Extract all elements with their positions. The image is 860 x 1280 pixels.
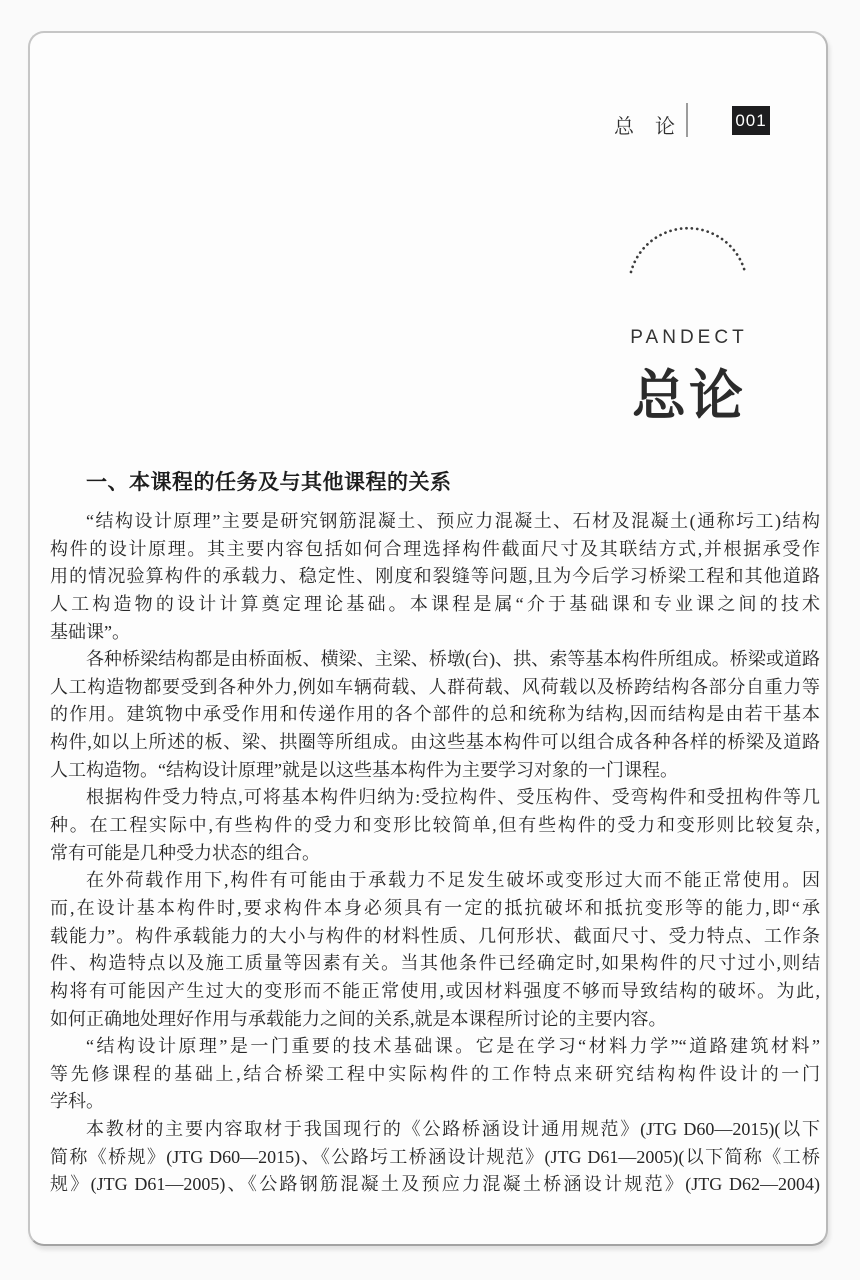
chapter-title: 总论 <box>632 366 746 426</box>
body-line: 用的情况验算构件的承载力、稳定性、刚度和裂缝等问题,且为今后学习桥梁工程和其他道路 <box>50 566 820 587</box>
body-line: 各种桥梁结构都是由桥面板、横梁、主梁、桥墩(台)、拱、索等基本构件所组成。桥梁或道路 <box>86 649 820 670</box>
body-line: 基础课”。 <box>50 621 130 642</box>
body-line: 构件的设计原理。其主要内容包括如何合理选择构件截面尺寸及其联结方式,并根据承受作 <box>50 538 820 559</box>
body-line: 构将有可能因产生过大的变形而不能正常使用,或因材料强度不够而导致结构的破坏。为此, <box>50 980 820 1001</box>
body-line: 本教材的主要内容取材于我国现行的《公路桥涵设计通用规范》(JTG D60—2015)(以下 <box>86 1119 820 1140</box>
body-line: “结构设计原理”是一门重要的技术基础课。它是在学习“材料力学”“道路建筑材料” <box>86 1036 820 1057</box>
body-line: 如何正确地处理好作用与承载能力之间的关系,就是本课程所讨论的主要内容。 <box>50 1008 667 1029</box>
dotted-arc-icon <box>626 224 750 276</box>
body-line: 人工构造物。“结构设计原理”就是以这些基本构件为主要学习对象的一门课程。 <box>50 759 678 780</box>
body-line: 常有可能是几种受力状态的组合。 <box>50 842 320 863</box>
body-line: 人工构造物都要受到各种外力,例如车辆荷载、人群荷载、风荷载以及桥跨结构各部分自重力等 <box>50 676 820 697</box>
page-number-badge: 001 <box>732 106 770 135</box>
body-line: 构件,如以上所述的板、梁、拱圈等所组成。由这些基本构件可以组合成各种各样的桥梁及道路 <box>50 732 820 753</box>
body-line: 种。在工程实际中,有些构件的受力和变形比较简单,但有些构件的受力和变形则比较复杂, <box>50 815 820 836</box>
body-line: 学科。 <box>50 1091 104 1112</box>
header-divider <box>686 103 688 137</box>
body-line: 规》(JTG D61—2005)、《公路钢筋混凝土及预应力混凝土桥涵设计规范》(JTG D62—2004) <box>50 1174 820 1195</box>
body-line: 载能力”。构件承载能力的大小与构件的材料性质、几何形状、截面尺寸、受力特点、工作条 <box>50 925 820 946</box>
body-line: 等先修课程的基础上,结合桥梁工程中实际构件的工作特点来研究结构构件设计的一门 <box>50 1063 820 1084</box>
running-header-title: 总 论 <box>614 116 683 138</box>
body-line: 的作用。建筑物中承受作用和传递作用的各个部件的总和统称为结构,因而结构是由若干基本 <box>50 704 820 725</box>
body-line: 人工构造物的设计计算奠定理论基础。本课程是属“介于基础课和专业课之间的技术 <box>50 593 820 614</box>
body-line: 简称《桥规》(JTG D60—2015)、《公路圬工桥涵设计规范》(JTG D61—2005)(以下简称《工桥 <box>50 1146 820 1167</box>
book-page <box>28 31 828 1246</box>
body-text <box>50 508 820 1199</box>
body-line: “结构设计原理”主要是研究钢筋混凝土、预应力混凝土、石材及混凝土(通称圬工)结构 <box>86 511 820 531</box>
body-line: 在外荷载作用下,构件有可能由于承载力不足发生破坏或变形过大而不能正常使用。因 <box>86 870 820 891</box>
chapter-eyebrow: PANDECT <box>630 327 748 348</box>
body-line: 根据构件受力特点,可将基本构件归纳为:受拉构件、受压构件、受弯构件和受扭构件等几 <box>86 787 820 808</box>
body-line: 件、构造特点以及施工质量等因素有关。当其他条件已经确定时,如果构件的尺寸过小,则结 <box>50 953 820 974</box>
body-line: 而,在设计基本构件时,要求构件本身必须具有一定的抵抗破坏和抵抗变形等的能力,即“承 <box>50 897 820 918</box>
section-heading: 一、本课程的任务及与其他课程的关系 <box>86 470 452 494</box>
